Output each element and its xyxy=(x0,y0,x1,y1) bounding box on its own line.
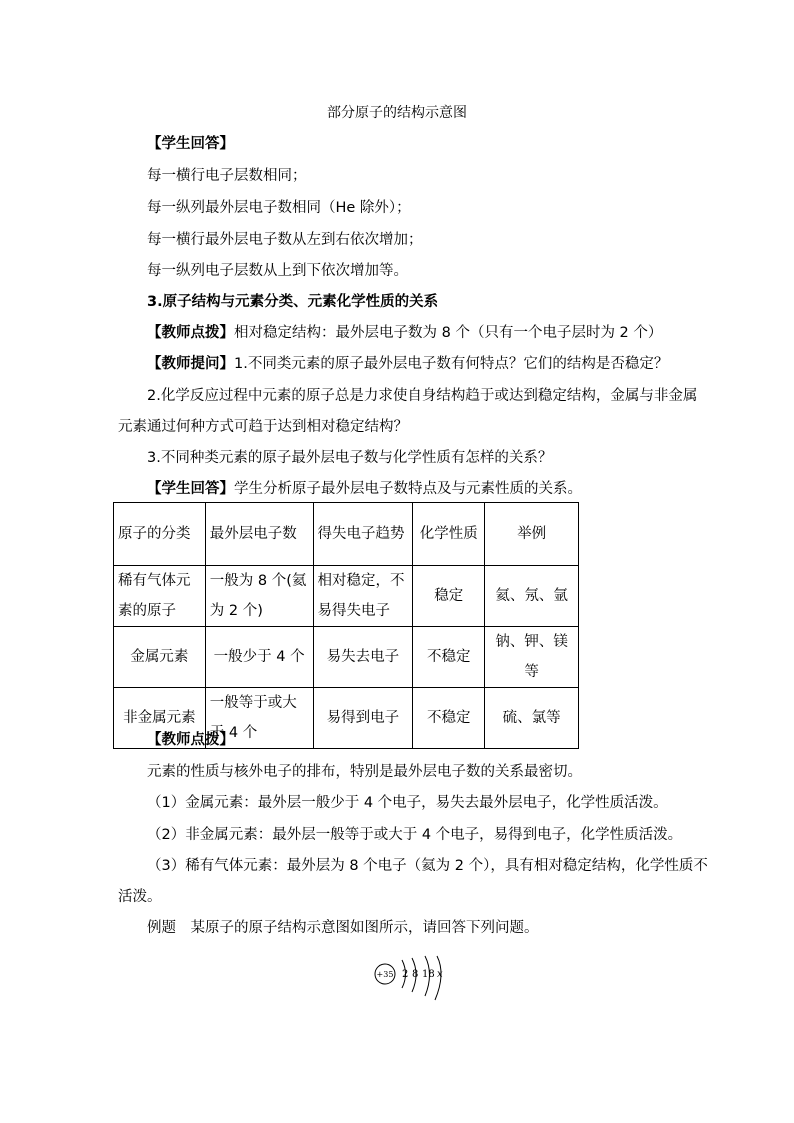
table-header-cell: 化学性质 xyxy=(413,503,485,566)
teacher-question-q2-line1: 2.化学反应过程中元素的原子总是力求使自身结构趋于或达到稳定结构，金属与非金属 xyxy=(147,388,698,404)
table-cell: 一般为 8 个(氦为 2 个) xyxy=(205,566,313,627)
answer-line-1: 每一横行电子层数相同； xyxy=(147,168,307,184)
table-cell: 钠、钾、镁等 xyxy=(485,627,579,688)
answer-line-3: 每一横行最外层电子数从左到右依次增加； xyxy=(147,232,423,248)
table-cell: 相对稳定，不易得失电子 xyxy=(313,566,413,627)
table-cell: 易失去电子 xyxy=(313,627,413,688)
table-cell: 易得到电子 xyxy=(313,688,413,749)
teacher-question-1 xyxy=(147,354,668,374)
table-cell: 硫、氯等 xyxy=(485,688,579,749)
answer-line-4: 每一纵列电子层数从上到下依次增加等。 xyxy=(147,263,408,279)
teacher-hint-intro: 元素的性质与核外电子的排布，特别是最外层电子数的关系最密切。 xyxy=(147,764,582,780)
atom-structure-diagram xyxy=(372,955,462,1003)
table-header-cell: 原子的分类 xyxy=(114,503,206,566)
student-answer-tag-1: 【学生回答】 xyxy=(147,136,234,152)
table-cell: 不稳定 xyxy=(413,688,485,749)
shell-count-1: 2 xyxy=(402,969,409,980)
shell-count-4: x xyxy=(437,969,443,980)
table-header-row xyxy=(114,503,579,566)
teacher-hint-1 xyxy=(147,323,662,343)
table-cell: 稀有气体元素的原子 xyxy=(114,566,206,627)
atom-classification-table xyxy=(113,502,579,749)
section-3-title: 3.原子结构与元素分类、元素化学性质的关系 xyxy=(147,294,439,310)
answer-line-2: 每一纵列最外层电子数相同（He 除外）； xyxy=(147,200,411,216)
table-cell: 稳定 xyxy=(413,566,485,627)
teacher-hint-text-1: 相对稳定结构：最外层电子数为 8 个（只有一个电子层时为 2 个） xyxy=(234,325,663,341)
student-answer-tag-2: 【学生回答】 xyxy=(147,481,234,497)
student-answer-text-2: 学生分析原子最外层电子数特点及与元素性质的关系。 xyxy=(234,481,582,497)
teacher-question-q2-line2: 元素通过何种方式可趋于达到相对稳定结构？ xyxy=(118,419,408,435)
teacher-question-q1: 1.不同类元素的原子最外层电子数有何特点？它们的结构是否稳定？ xyxy=(234,356,669,372)
teacher-hint-item-3-line2: 活泼。 xyxy=(118,889,162,905)
teacher-hint-tag-2: 【教师点拨】 xyxy=(147,732,234,748)
table-header-cell: 最外层电子数 xyxy=(205,503,313,566)
table-header-cell: 得失电子趋势 xyxy=(313,503,413,566)
table-cell: 金属元素 xyxy=(114,627,206,688)
table-cell: 一般等于或大于 4 个 xyxy=(205,688,313,749)
table-header-cell: 举例 xyxy=(485,503,579,566)
teacher-question-tag: 【教师提问】 xyxy=(147,356,234,372)
table-cell: 不稳定 xyxy=(413,627,485,688)
teacher-hint-tag-1: 【教师点拨】 xyxy=(147,325,234,341)
nucleus-charge: +35 xyxy=(376,970,394,979)
shell-count-2: 8 xyxy=(412,969,419,980)
figure-caption: 部分原子的结构示意图 xyxy=(327,105,467,121)
teacher-hint-item-1: （1）金属元素：最外层一般少于 4 个电子，易失去最外层电子，化学性质活泼。 xyxy=(147,795,668,811)
teacher-question-q3: 3.不同种类元素的原子最外层电子数与化学性质有怎样的关系？ xyxy=(147,450,553,466)
table-cell: 氦、氖、氩 xyxy=(485,566,579,627)
teacher-hint-item-3-line1: （3）稀有气体元素：最外层为 8 个电子（氦为 2 个），具有相对稳定结构，化学性质不 xyxy=(147,858,708,874)
table-row xyxy=(114,627,579,688)
example-question: 例题 某原子的原子结构示意图如图所示，请回答下列问题。 xyxy=(147,920,539,936)
student-answer-2 xyxy=(147,479,582,499)
shell-count-3: 18 xyxy=(422,969,435,980)
teacher-hint-item-2: （2）非金属元素：最外层一般等于或大于 4 个电子，易得到电子，化学性质活泼。 xyxy=(147,827,683,843)
table-cell: 非金属元素 xyxy=(114,688,206,749)
table-cell: 一般少于 4 个 xyxy=(205,627,313,688)
table-row xyxy=(114,566,579,627)
